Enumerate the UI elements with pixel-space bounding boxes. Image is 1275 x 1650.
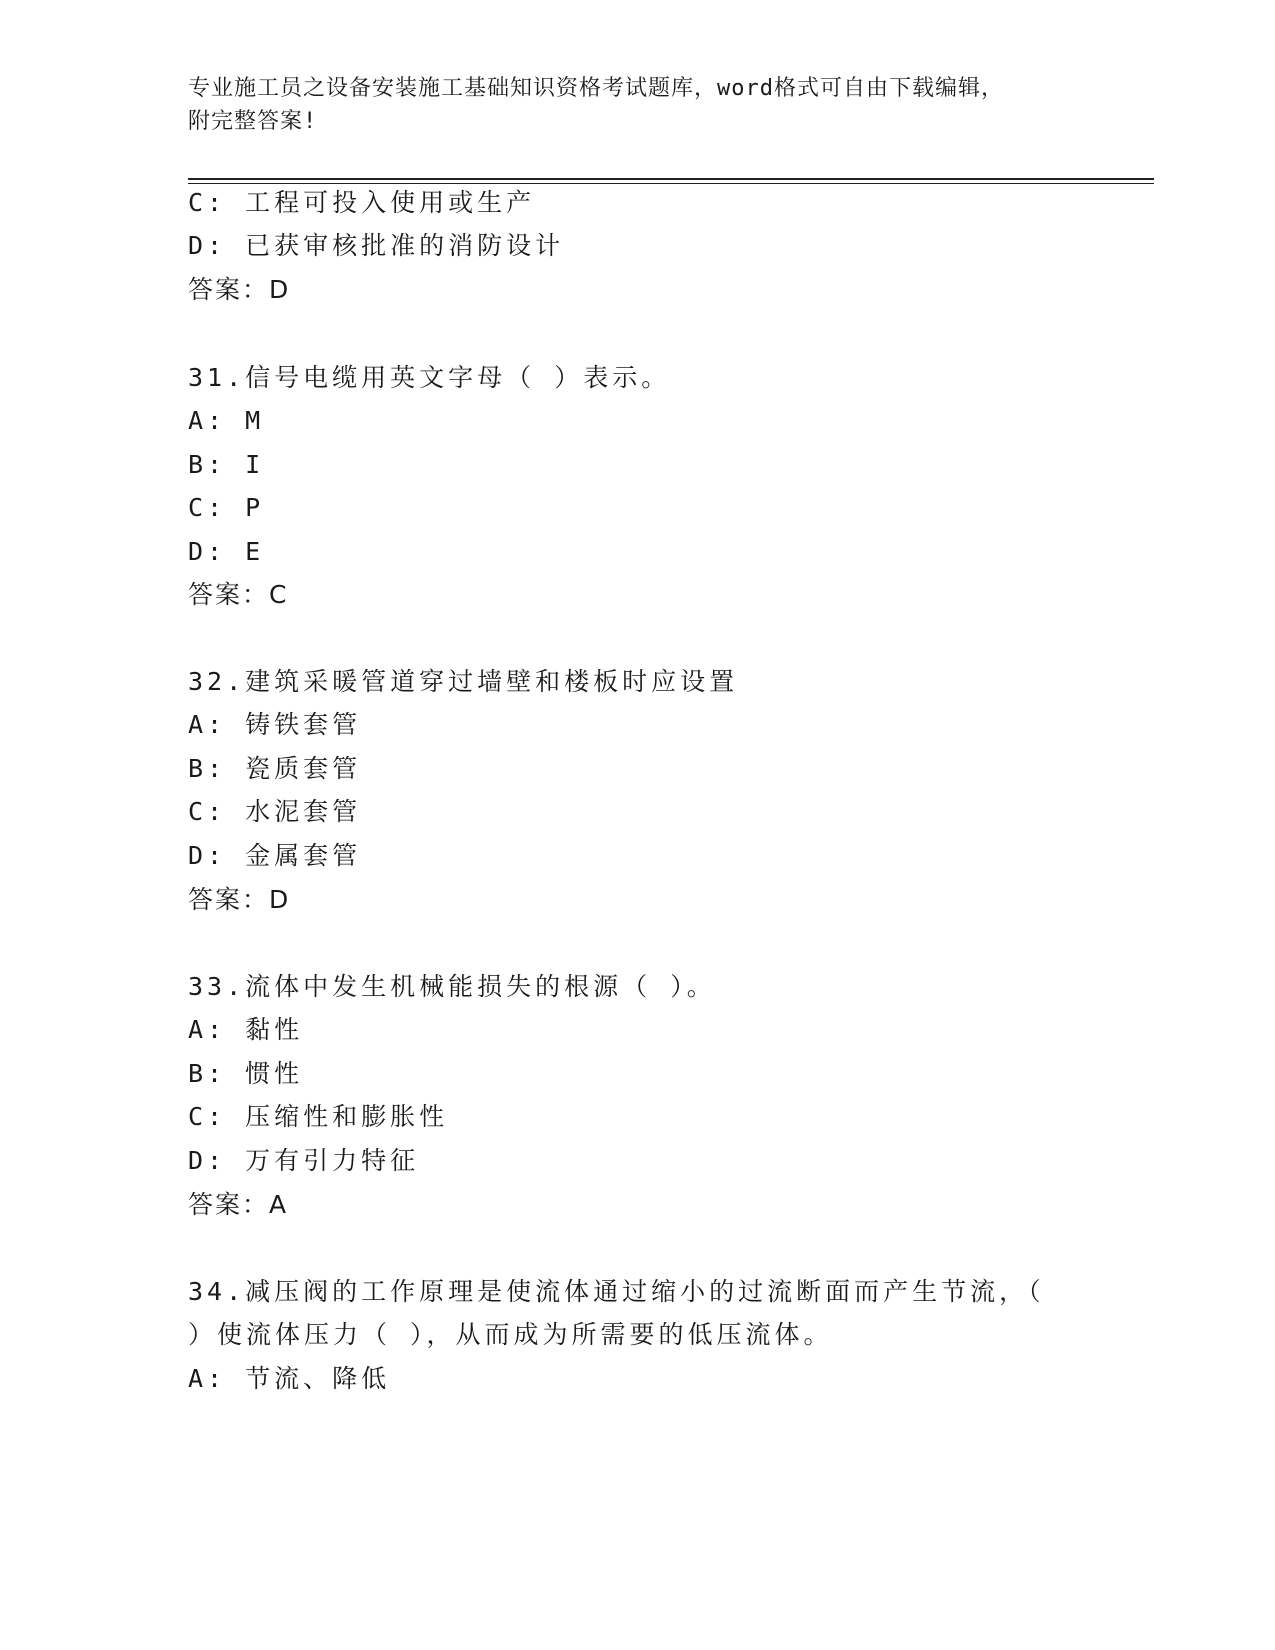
q34-question-line-1: 34.减压阀的工作原理是使流体通过缩小的过流断面而产生节流，（ bbox=[188, 1277, 1045, 1306]
q34-option-a: A: 节流、降低 bbox=[188, 1364, 391, 1393]
document-header bbox=[188, 72, 1068, 138]
q33-option-d: D: 万有引力特征 bbox=[188, 1146, 420, 1175]
q31-option-b: B: I bbox=[188, 450, 265, 479]
q30-answer: 答案：D bbox=[188, 275, 291, 304]
q34-question-line-2: ）使流体压力（ ），从而成为所需要的低压流体。 bbox=[188, 1320, 833, 1349]
q33-option-b: B: 惯性 bbox=[188, 1059, 304, 1088]
q33-question: 33.流体中发生机械能损失的根源（ ）。 bbox=[188, 972, 716, 1001]
header-line-2: 附完整答案! bbox=[188, 109, 318, 134]
q31-answer: 答案：C bbox=[188, 580, 289, 609]
q31-option-a: A: M bbox=[188, 406, 265, 435]
q31-option-c: C: P bbox=[188, 493, 265, 522]
q32-option-c: C: 水泥套管 bbox=[188, 797, 362, 826]
q32-option-d: D: 金属套管 bbox=[188, 841, 362, 870]
q31-option-d: D: E bbox=[188, 537, 265, 566]
q32-option-a: A: 铸铁套管 bbox=[188, 710, 362, 739]
q32-question: 32.建筑采暖管道穿过墙壁和楼板时应设置 bbox=[188, 667, 739, 696]
q33-option-a: A: 黏性 bbox=[188, 1015, 304, 1044]
q33-option-c: C: 压缩性和膨胀性 bbox=[188, 1102, 449, 1131]
q30-option-d: D: 已获审核批准的消防设计 bbox=[188, 231, 565, 260]
q32-option-b: B: 瓷质套管 bbox=[188, 754, 362, 783]
q31-question: 31.信号电缆用英文字母（ ）表示。 bbox=[188, 363, 671, 392]
q33-answer: 答案：A bbox=[188, 1190, 289, 1219]
q32-answer: 答案：D bbox=[188, 885, 291, 914]
header-divider-thin bbox=[188, 183, 1154, 184]
header-line-1: 专业施工员之设备安装施工基础知识资格考试题库，word格式可自由下载编辑， bbox=[188, 76, 1004, 101]
q30-option-c: C: 工程可投入使用或生产 bbox=[188, 188, 536, 217]
header-divider-thick bbox=[188, 178, 1154, 180]
